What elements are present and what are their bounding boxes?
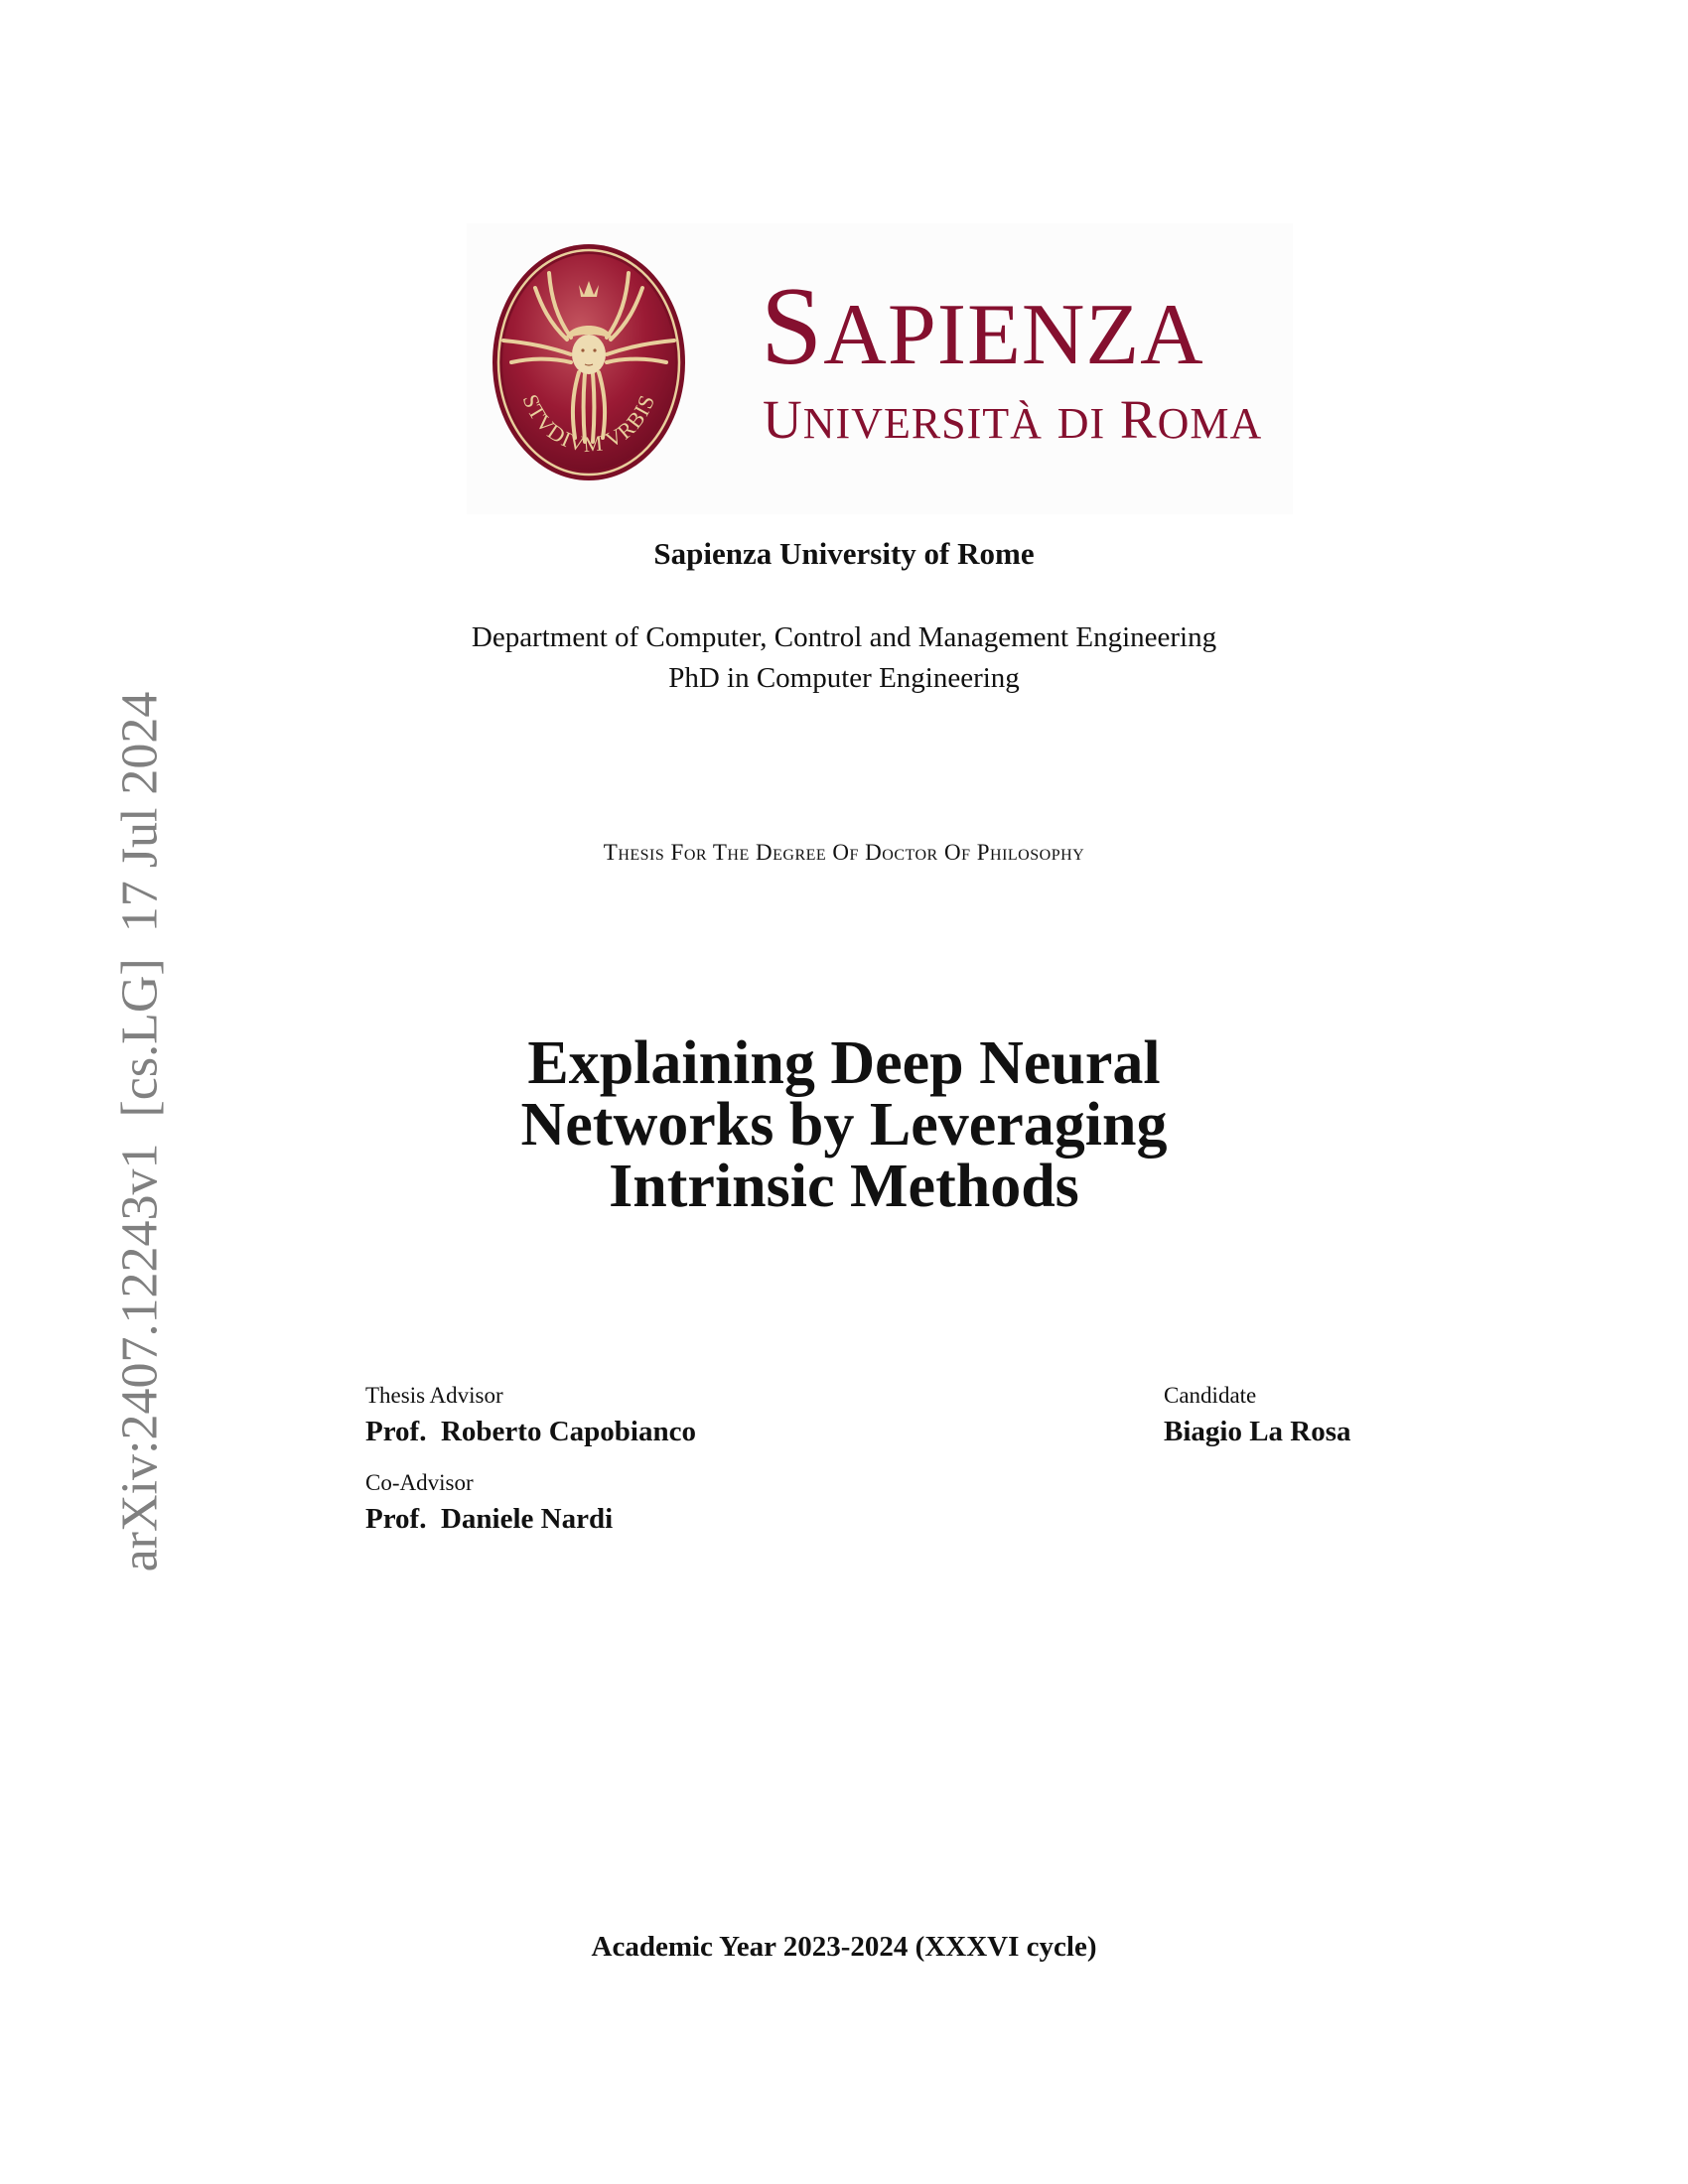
academic-year: Academic Year 2023-2024 (XXXVI cycle) bbox=[591, 1931, 1097, 1963]
arxiv-stamp: arXiv:2407.12243v1 [cs.LG] 17 Jul 2024 bbox=[111, 691, 169, 1572]
department-block bbox=[0, 617, 1688, 699]
title-line-2: Networks by Leveraging bbox=[520, 1091, 1168, 1159]
logo-wordmark-universita: UNIVERSITÀ DI ROMA bbox=[763, 389, 1263, 450]
coadvisor-label: Co-Advisor bbox=[365, 1470, 474, 1495]
department-name: Department of Computer, Control and Management Engineering bbox=[471, 621, 1217, 653]
title-line-1: Explaining Deep Neural bbox=[527, 1029, 1161, 1097]
university-name: Sapienza University of Rome bbox=[653, 536, 1035, 571]
sapienza-logo bbox=[467, 223, 1293, 514]
advisor-name: Prof. Roberto Capobianco bbox=[365, 1416, 696, 1447]
candidate-name: Biagio La Rosa bbox=[1164, 1416, 1351, 1447]
advisor-label: Thesis Advisor bbox=[365, 1383, 503, 1408]
candidate-label: Candidate bbox=[1164, 1383, 1257, 1408]
svg-text:STVDIVM VRBIS: STVDIVM VRBIS bbox=[517, 390, 660, 458]
sapienza-seal-icon bbox=[492, 243, 686, 481]
thesis-title bbox=[0, 1029, 1688, 1220]
title-line-3: Intrinsic Methods bbox=[609, 1153, 1079, 1220]
logo-wordmark-sapienza: SAPIENZA bbox=[761, 265, 1204, 388]
coadvisor-name: Prof. Daniele Nardi bbox=[365, 1503, 614, 1535]
program-name: PhD in Computer Engineering bbox=[668, 662, 1020, 694]
degree-line: Thesis For The Degree Of Doctor Of Philosophy bbox=[603, 840, 1085, 865]
